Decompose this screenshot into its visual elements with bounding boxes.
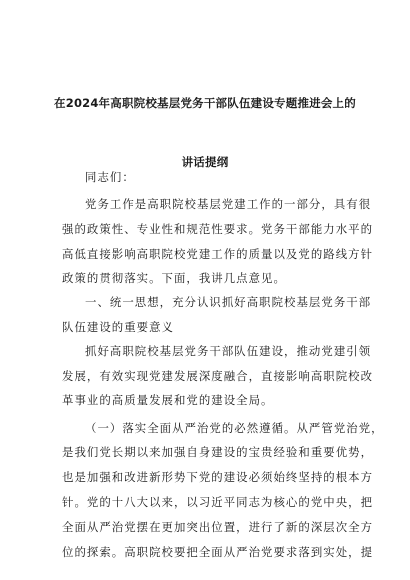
document-title: 在2024年高职院校基层党务干部队伍建设专题推进会上的 (54, 96, 356, 110)
section-heading: 一、统一思想，充分认识抓好高职院校基层党务干部 (85, 295, 372, 309)
salutation: 同志们： (85, 170, 135, 184)
paragraph-line: 高低直接影响高职院校党建工作的质量以及党的路线方针 (62, 247, 374, 261)
paragraph-line: 革事业的高质量发展和党的建设全局。 (62, 393, 274, 407)
paragraph-line: 党务工作是高职院校基层党建工作的一部分，具有很 (85, 197, 372, 211)
paragraph-line: 针。党的十八大以来，以习近平同志为核心的党中央，把 (62, 495, 374, 509)
paragraph-line: 是我们党长期以来加强自身建设的宝贵经验和重要优势， (62, 445, 374, 459)
document-subtitle: 讲话提纲 (181, 155, 229, 169)
paragraph-line: 强的政策性、专业性和规范性要求。党务干部能力水平的 (62, 222, 374, 236)
paragraph-line: 全面从严治党摆在更加突出位置，进行了新的深层次全方 (62, 520, 374, 534)
paragraph-line: 发展，有效实现党建发展深度融合，直接影响高职院校改 (62, 369, 374, 383)
paragraph-line: 抓好高职院校基层党务干部队伍建设，推动党建引领 (85, 344, 372, 358)
paragraph-line: 政策的贯彻落实。下面，我讲几点意见。 (62, 271, 286, 285)
section-heading: 队伍建设的重要意义 (62, 320, 174, 334)
paragraph-line: 位的探索。高职院校要把全面从严治党要求落到实处，提 (62, 545, 374, 559)
subsection-heading: （一）落实全面从严治党的必然遵循。从严管党治党， (85, 421, 384, 435)
paragraph-line: 也是加强和改进新形势下党的建设必须始终坚持的根本方 (62, 470, 374, 484)
